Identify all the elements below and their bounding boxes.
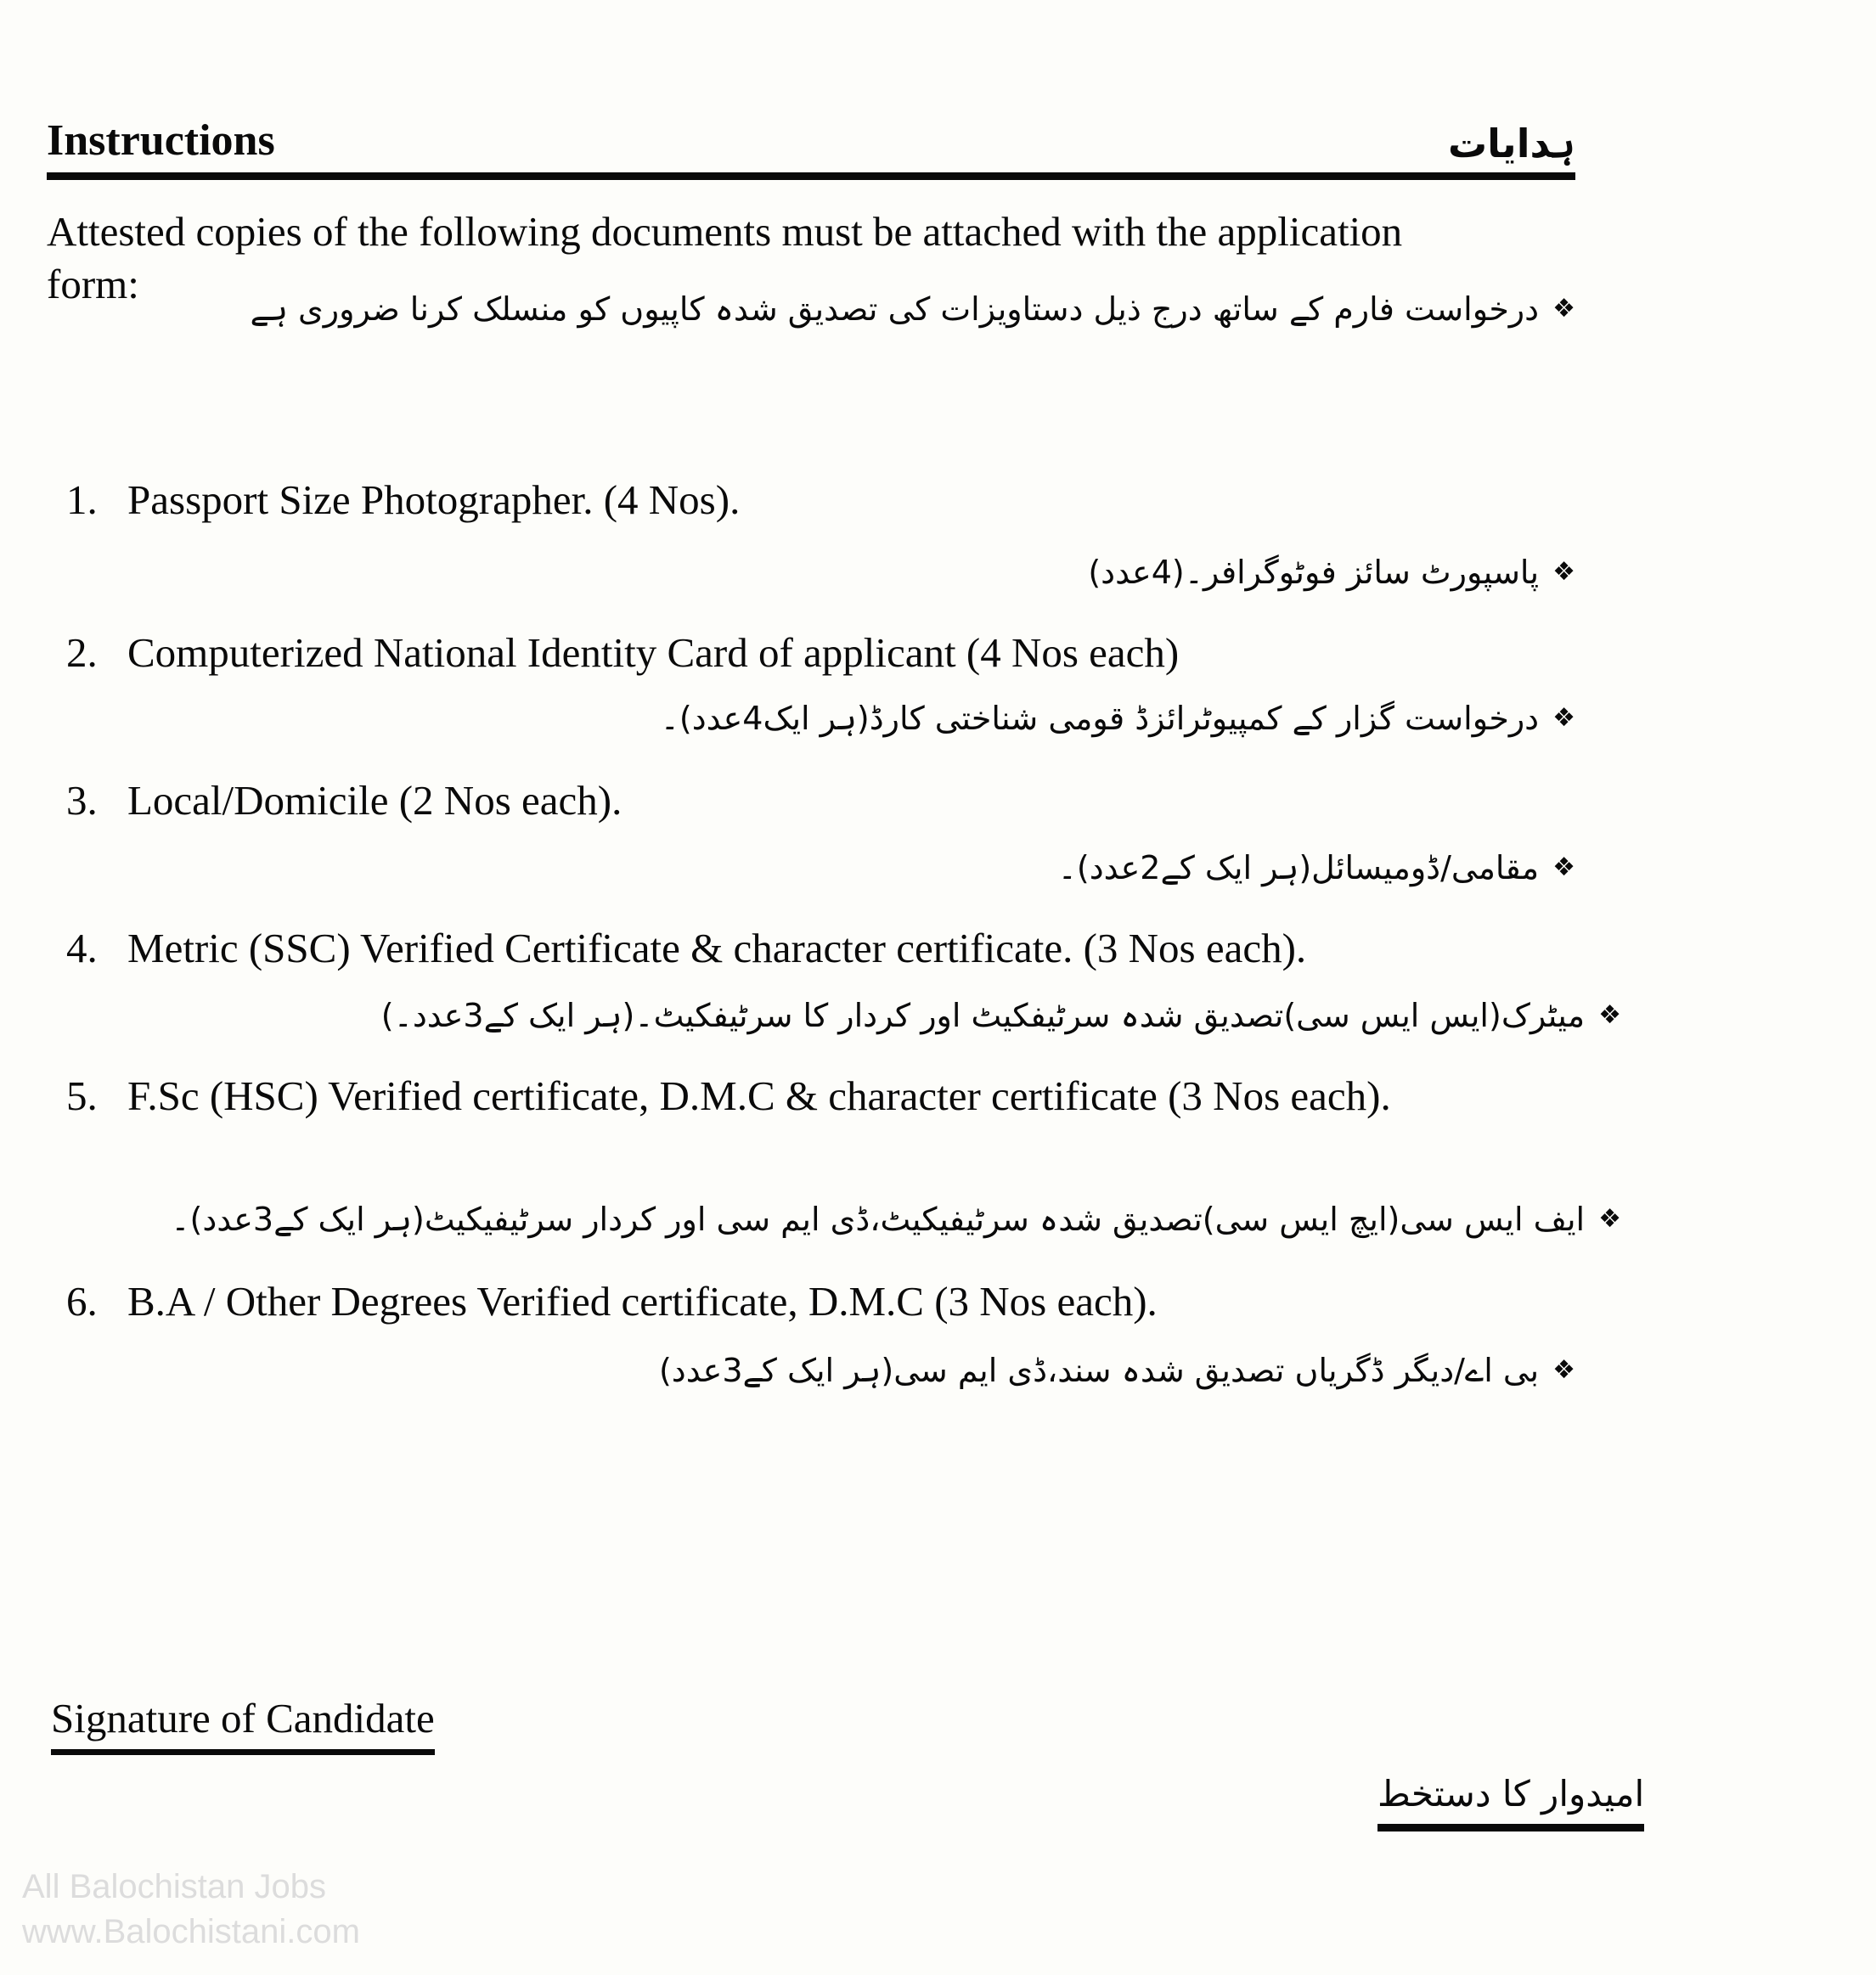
diamond-bullet-icon: ❖ bbox=[1552, 294, 1575, 324]
list-item-text-ur: مقامی/ڈومیسائل(ہر ایک کے2عدد)۔ bbox=[1057, 849, 1540, 886]
list-item-text-en: Local/Domicile (2 Nos each). bbox=[127, 777, 623, 824]
list-item-text-ur: پاسپورٹ سائز فوٹوگرافر۔(4عدد) bbox=[1088, 554, 1540, 591]
list-item-ur bbox=[661, 698, 1575, 740]
diamond-bullet-icon: ❖ bbox=[1552, 703, 1575, 733]
diamond-bullet-icon: ❖ bbox=[1598, 1204, 1621, 1234]
list-item bbox=[66, 627, 1561, 679]
list-item-ur bbox=[1088, 552, 1575, 594]
list-item-number: 2. bbox=[66, 629, 98, 676]
page-title-ur: ہدایات bbox=[1447, 121, 1575, 166]
watermark bbox=[22, 1865, 360, 1955]
list-item-ur bbox=[381, 995, 1621, 1037]
list-item-text-ur: بی اے/دیگر ڈگریاں تصدیق شدہ سند،ڈی ایم سی(ہر ایک کے3عدد) bbox=[658, 1352, 1540, 1389]
signature-label-ur: امیدوار کا دستخط bbox=[1377, 1773, 1644, 1832]
diamond-bullet-icon: ❖ bbox=[1552, 1355, 1575, 1385]
list-item-number: 6. bbox=[66, 1278, 98, 1325]
list-item-text-en: Passport Size Photographer. (4 Nos). bbox=[127, 476, 741, 523]
diamond-bullet-icon: ❖ bbox=[1552, 557, 1575, 587]
list-item bbox=[66, 1275, 1561, 1328]
list-item-text-en: F.Sc (HSC) Verified certificate, D.M.C & character certificate (3 Nos each). bbox=[127, 1072, 1391, 1119]
page-header bbox=[47, 116, 1575, 166]
list-item-text-en: Metric (SSC) Verified Certificate & character certificate. (3 Nos each). bbox=[127, 925, 1307, 971]
watermark-line-2: www.Balochistani.com bbox=[22, 1913, 360, 1951]
list-item-number: 1. bbox=[66, 476, 98, 523]
diamond-bullet-icon: ❖ bbox=[1552, 852, 1575, 882]
list-item-ur bbox=[1058, 847, 1575, 889]
list-item-text-ur: درخواست گزار کے کمپیوٹرائزڈ قومی شناختی کارڈ(ہر ایک4عدد)۔ bbox=[660, 700, 1540, 737]
list-item-number: 4. bbox=[66, 925, 98, 971]
list-item-text-en: B.A / Other Degrees Verified certificate, D.M.C (3 Nos each). bbox=[127, 1278, 1158, 1325]
header-divider bbox=[47, 172, 1575, 180]
intro-paragraph-ur bbox=[250, 289, 1575, 330]
list-item-number: 5. bbox=[66, 1072, 98, 1119]
list-item-text-ur: ایف ایس سی(ایچ ایس سی)تصدیق شدہ سرٹیفیکیٹ،ڈی ایم سی اور کردار سرٹیفیکیٹ(ہر ایک کے3عدد)۔ bbox=[171, 1201, 1586, 1238]
list-item bbox=[66, 1070, 1510, 1123]
list-item bbox=[66, 922, 1561, 975]
list-item-ur bbox=[659, 1350, 1575, 1392]
intro-paragraph-en: Attested copies of the following documents must be attached with the application form: bbox=[47, 208, 1403, 308]
list-item-ur bbox=[171, 1199, 1621, 1241]
list-item-text-en: Computerized National Identity Card of applicant (4 Nos each) bbox=[127, 629, 1180, 676]
list-item bbox=[66, 474, 1561, 526]
list-item bbox=[66, 774, 1561, 827]
diamond-bullet-icon: ❖ bbox=[1598, 1000, 1621, 1030]
intro-paragraph-ur-text: درخواست فارم کے ساتھ درج ذیل دستاویزات کی تصدیق شدہ کاپیوں کو منسلک کرنا ضروری ہے bbox=[250, 290, 1540, 328]
signature-label-en: Signature of Candidate bbox=[51, 1694, 435, 1755]
watermark-line-1: All Balochistan Jobs bbox=[22, 1868, 326, 1905]
list-item-text-ur: میٹرک(ایس ایس سی)تصدیق شدہ سرٹیفکیٹ اور کردار کا سرٹیفکیٹ۔(ہر ایک کے3عدد۔) bbox=[380, 997, 1586, 1034]
list-item-number: 3. bbox=[66, 777, 98, 824]
page-title-en: Instructions bbox=[47, 116, 275, 165]
